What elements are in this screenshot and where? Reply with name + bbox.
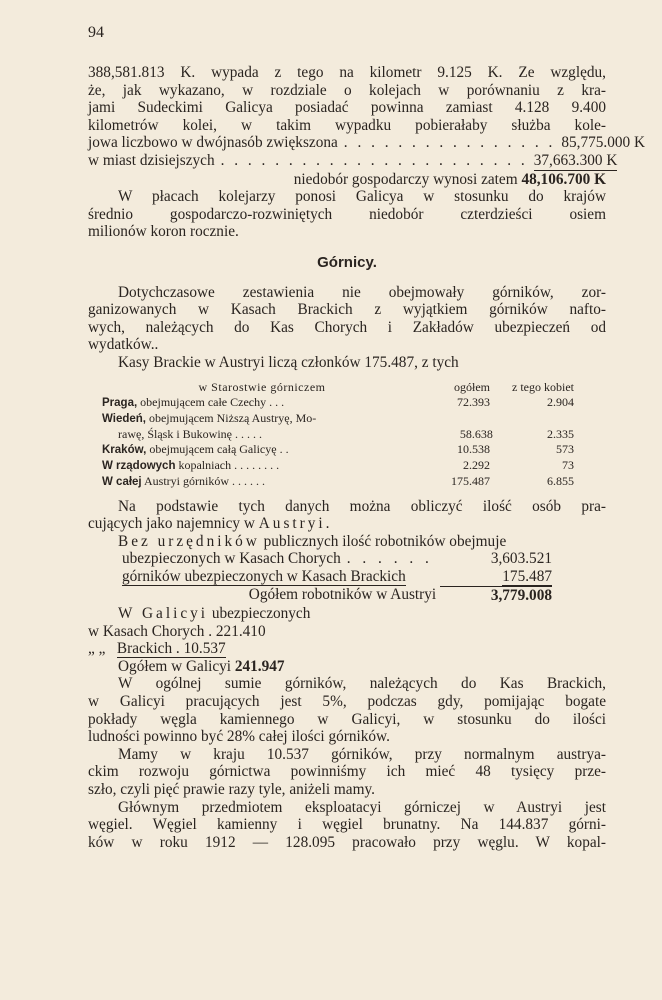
row-key: W rządowych [102,459,176,472]
table-header [102,380,574,395]
leader-dots: . . . . . . . . . . . . . . . . . . . . . . . [220,151,528,169]
text-line: 388,581.813 K. wypada z tego na kilometr 9.125 K. Ze względu, [88,64,606,81]
row-label: kopalniach . . . . . . . . [178,457,280,472]
galicia-total [88,658,606,676]
header-women: z tego kobiet [512,379,574,394]
row-total [422,411,490,427]
text-line: że, jak wykazano, w rozdziale o kolejach w porównaniu z kra- [88,81,606,99]
text-line [88,515,606,533]
amount-value: 221.410 [215,622,266,640]
amount-label: górników ubezpieczonych w Kasach Brackich [122,567,406,585]
row-label: obejmującem Niższą Austryę, Mo- [148,410,317,425]
table-row [102,442,574,458]
amount-label: jowa liczbowo w dwójnasób zwiększona [88,134,338,152]
text-line: ków w roku 1912 — 128.095 pracowało przy węglu. W kopal- [88,833,606,851]
amount-label: w Kasach Chorych [88,622,205,640]
row-women: 573 [556,441,574,456]
page-body [88,64,646,851]
text-line: milionów koron rocznie. [88,223,239,241]
text-line: Na podstawie tych danych można obliczyć ilość osób pra- [118,497,606,515]
text-line: W ogólnej sumie górników, należących do Kas Brackich, [118,675,606,693]
text-line: wych, należących do Kas Chorych i Zakładów ubezpieczeń od [88,318,606,336]
amount-label: ubezpieczonych w Kasach Chorych [122,550,341,568]
row-total: 10.538 [457,441,490,456]
amount-label-wrap: Brackich . 10.537 [116,640,226,658]
row-women: 6.855 [547,473,574,488]
row-total: 58.638 [459,426,493,441]
row-women: 2.335 [547,426,574,441]
spaced-word: Austryi. [258,515,333,533]
row-label: obejmującem całą Galicyę . . [149,441,289,456]
amount-line [122,568,552,587]
text-line: Mamy w kraju 10.537 górników, przy normalnym austrya- [118,745,606,763]
amount-value: 10.537 [183,640,226,658]
total-label: Ogółem robotników w Austryi [248,586,437,604]
total-amount: 241.947 [234,657,285,675]
text-line: szło, czyli pięć prawie razy tyle, aniżeli mamy. [88,781,375,798]
text-fragment: cujących jako najemnicy w [88,515,255,533]
row-label: rawę, Śląsk i Bukowinę . . . . . [118,426,262,441]
row-total: 72.393 [457,394,490,409]
table-row [102,427,574,442]
spaced-word: W Galicyi [118,605,209,623]
text-line: W płacach kolejarzy ponosi Galicya w stosunku do krajów [118,188,606,206]
amount-line [88,640,606,658]
header-district: w Starostwie górniczem [198,379,326,394]
table-row [102,411,574,427]
text-line: ckim rozwoju górnictwa powinniśmy ich mieć 48 tysięcy prze- [88,763,606,781]
text-line [88,605,606,623]
text-line: jami Sudeckimi Galicya posiadać powinna zamiast 4.128 9.400 [88,99,606,117]
total-label: Ogółem w Galicyi [118,657,232,675]
austria-total [88,586,552,605]
amount-value: 175.487 [502,567,552,585]
amount-label: Brackich [116,640,173,658]
page-number: 94 [88,24,104,41]
deficit-label: niedobór gospodarczy wynosi zatem [293,170,518,188]
miners-table [102,380,574,490]
row-key: Wiedeń, [102,412,146,425]
amount-label: w miast dzisiejszych [88,151,215,169]
amount-value: 3,603.521 [490,550,552,568]
row-key: Praga, [102,396,138,409]
text-line: węgiel. Węgiel kamienny i węgiel brunatny. Na 144.837 górni- [88,816,606,834]
row-total: 2.292 [463,457,490,472]
text-line: Głównym przedmiotem eksploatacyi górniczej w Austryi jest [118,798,606,816]
spaced-word: Bez urzędników [118,532,260,550]
table-row [102,474,574,490]
text-line: ganizowanych w Kasach Brackich z wyjątkiem górników nafto- [88,301,606,319]
row-key: Kraków, [102,443,147,456]
deficit-amount: 48,106.700 K [521,170,606,188]
text-line: w Galicyi pracujących jest 5%, podczas gdy, pomijając bogate [88,693,606,711]
text-line [88,533,606,551]
leader-dots: . . . . . . . . . . . . . . . . [343,134,556,152]
row-label: Austryi górników . . . . . . [143,473,265,488]
text-fragment: publicznych ilość robotników obejmuje [263,532,507,550]
text-line: kilometrów kolei, w takim wypadku pobierałaby służba kole- [88,116,606,134]
amount-value: 37,663.300 K [533,151,618,169]
amount-line [122,550,552,568]
text-line: wydatków.. [88,336,159,354]
text-line: Kasy Brackie w Austryi liczą członków 175.487, z tych [118,353,459,371]
text-line: pokłady węgla kamiennego w Galicyi, w stosunku do ilości [88,710,606,728]
table-row [102,395,574,411]
amount-line [88,151,618,171]
text-fragment: ubezpieczonych [211,605,311,623]
austria-summary [88,550,552,586]
amount-line: w Kasach Chorych . 221.410 [88,622,266,640]
section-heading: Górnicy. [317,253,377,271]
text-line: średnio gospodarczo-rozwiniętych niedobór czterdzieści osiem [88,205,606,223]
row-total: 175.487 [451,473,490,488]
text-line: ludności powinno być 28% całej ilości górników. [88,728,390,746]
total-amount: 3,779.008 [440,586,552,605]
row-women [490,411,574,427]
amount-line [88,134,646,152]
ditto-marks: „ „ [88,640,106,658]
row-key: W całej [102,475,142,488]
table-row [102,458,574,474]
leader-dots: . . . . . . [346,550,433,568]
row-label: obejmującem całe Czechy . . . [140,394,285,409]
row-women: 73 [562,457,574,472]
row-women: 2.904 [547,394,574,409]
header-total: ogółem [454,379,490,394]
text-line: Dotychczasowe zestawienia nie obejmowały górników, zor- [118,283,606,301]
amount-value: 85,775.000 K [561,134,646,152]
deficit-line [88,171,606,189]
galicia-summary [88,605,606,675]
